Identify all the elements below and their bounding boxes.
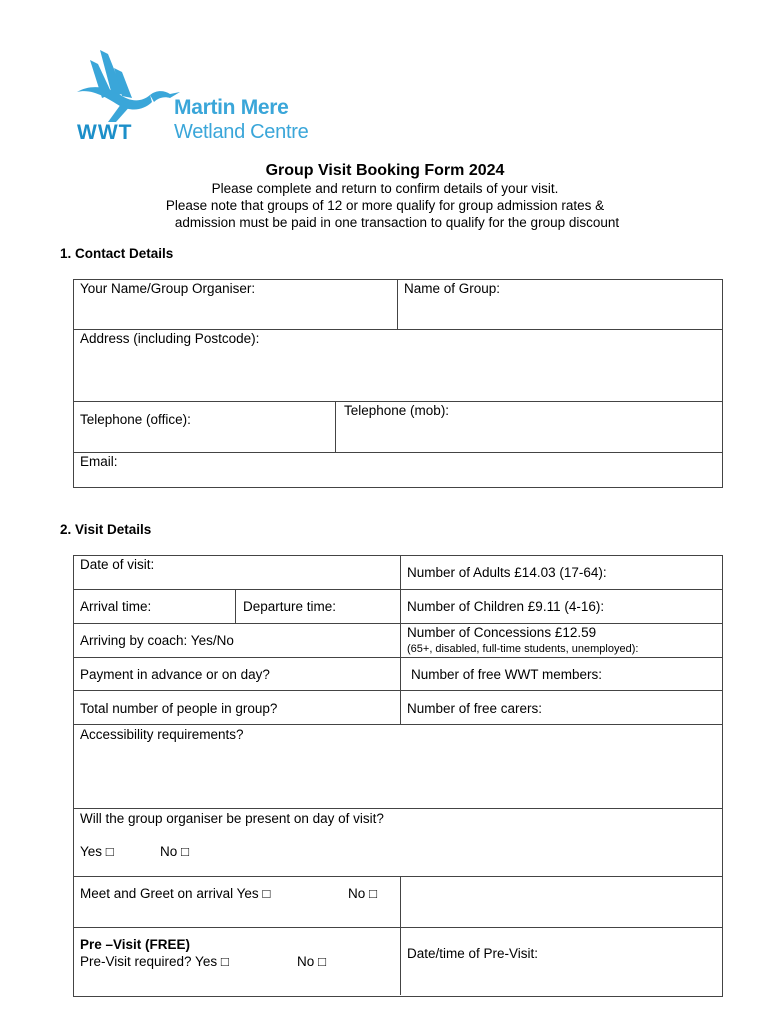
- intro-line-3: admission must be paid in one transaction to qualify for the group discount: [174, 215, 620, 230]
- group-name-field[interactable]: Name of Group:: [404, 281, 501, 296]
- previsit-heading: Pre –Visit (FREE): [80, 937, 191, 952]
- children-count-field[interactable]: Number of Children £9.11 (4-16):: [407, 599, 605, 614]
- organiser-no-checkbox[interactable]: No □: [160, 844, 190, 859]
- email-field[interactable]: Email:: [80, 454, 118, 469]
- intro-line-2: Please note that groups of 12 or more qualify for group admission rates &: [165, 198, 605, 213]
- contact-heading: 1. Contact Details: [60, 246, 174, 261]
- meet-greet-yes-checkbox[interactable]: Meet and Greet on arrival Yes □: [80, 886, 271, 901]
- visit-table: [73, 555, 723, 997]
- visit-heading: 2. Visit Details: [60, 522, 152, 537]
- accessibility-field[interactable]: Accessibility requirements?: [80, 727, 244, 742]
- brand-subtitle: Wetland Centre: [174, 121, 309, 143]
- carers-count-field[interactable]: Number of free carers:: [407, 701, 543, 716]
- telephone-office-field[interactable]: Telephone (office):: [80, 412, 191, 427]
- previsit-date-field[interactable]: Date/time of Pre-Visit:: [407, 946, 539, 961]
- previsit-yes-checkbox[interactable]: Pre-Visit required? Yes □: [80, 954, 229, 969]
- telephone-mob-field[interactable]: Telephone (mob):: [344, 403, 450, 418]
- previsit-no-checkbox[interactable]: No □: [297, 954, 327, 969]
- concessions-note: (65+, disabled, full-time students, unemployed):: [407, 643, 639, 655]
- adults-count-field[interactable]: Number of Adults £14.03 (17-64):: [407, 565, 607, 580]
- members-count-field[interactable]: Number of free WWT members:: [411, 667, 603, 682]
- payment-field[interactable]: Payment in advance or on day?: [80, 667, 270, 682]
- departure-time-field[interactable]: Departure time:: [243, 599, 337, 614]
- meet-greet-no-checkbox[interactable]: No □: [348, 886, 378, 901]
- intro-line-1: Please complete and return to confirm details of your visit.: [211, 181, 559, 196]
- wwt-wordmark: WWT: [77, 121, 133, 144]
- coach-field[interactable]: Arriving by coach: Yes/No: [80, 633, 234, 648]
- contact-table: [73, 279, 723, 488]
- visit-date-field[interactable]: Date of visit:: [80, 557, 155, 572]
- page-title: Group Visit Booking Form 2024: [265, 162, 505, 179]
- organiser-present-label: Will the group organiser be present on day of visit?: [80, 811, 384, 826]
- concessions-count-field[interactable]: Number of Concessions £12.59: [407, 625, 597, 640]
- address-field[interactable]: Address (including Postcode):: [80, 331, 260, 346]
- swan-icon: [77, 50, 180, 122]
- organiser-name-field[interactable]: Your Name/Group Organiser:: [80, 281, 256, 296]
- arrival-time-field[interactable]: Arrival time:: [80, 599, 152, 614]
- total-people-field[interactable]: Total number of people in group?: [80, 701, 278, 716]
- organiser-yes-checkbox[interactable]: Yes □: [80, 844, 114, 859]
- brand-name: Martin Mere: [174, 96, 289, 119]
